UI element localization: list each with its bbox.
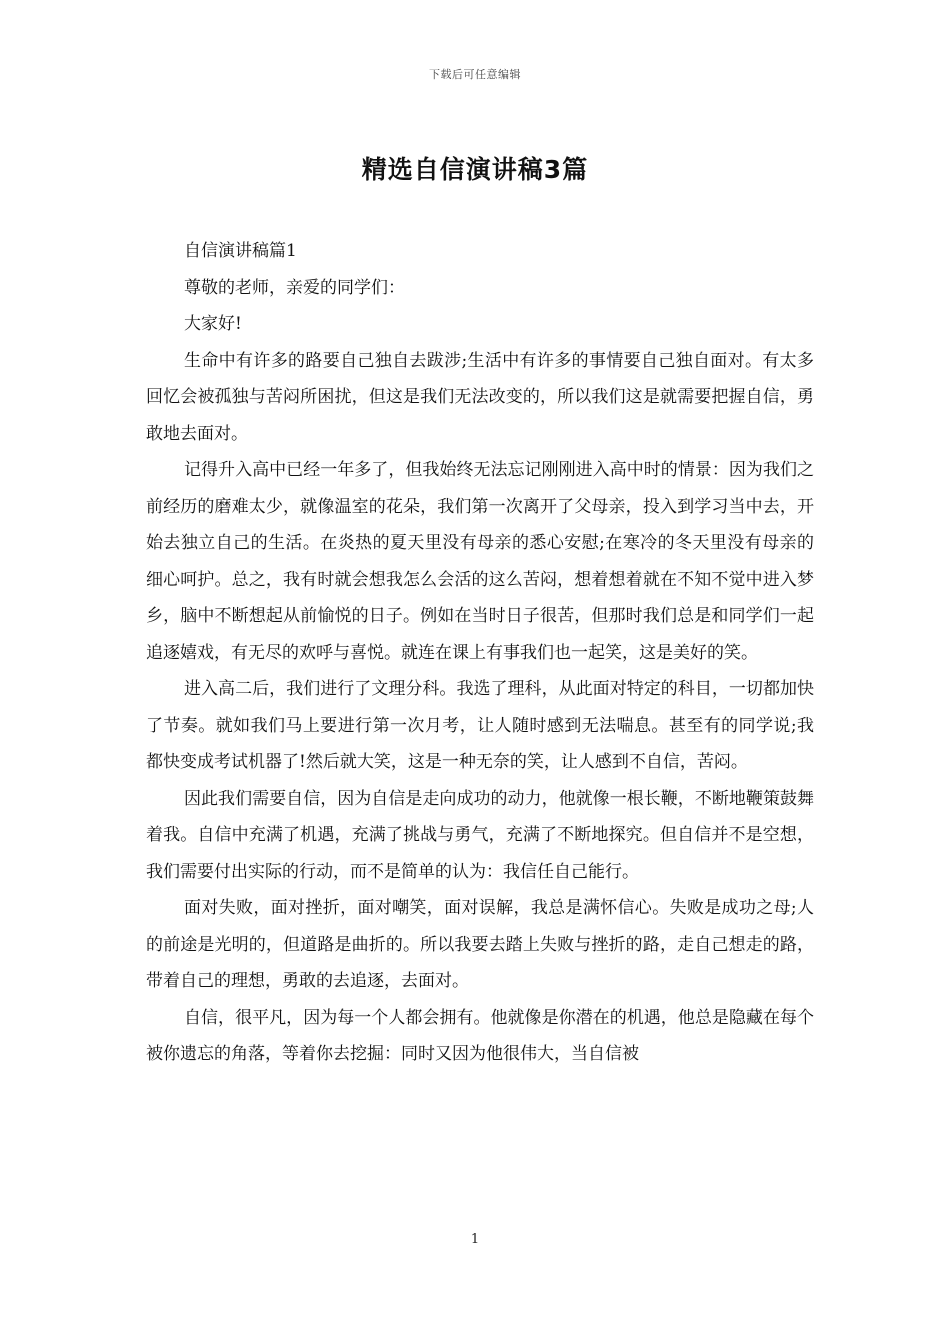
body-paragraph: 进入高二后，我们进行了文理分科。我选了理科，从此面对特定的科目，一切都加快了节奏。就如我们马上要进行第一次月考，让人随时感到无法喘息。甚至有的同学说;我都快变成考试机器了!然后就大笑，这是一种无奈的笑，让人感到不自信，苦闷。 [146,679,814,772]
document-title: 精选自信演讲稿3篇 [361,155,589,184]
page-number: 1 [470,1232,480,1247]
salutation: 尊敬的老师，亲爱的同学们： [184,277,405,298]
greeting: 大家好! [184,314,242,334]
body-paragraph: 因此我们需要自信，因为自信是走向成功的动力，他就像一根长鞭，不断地鞭策鼓舞着我。自信中充满了机遇，充满了挑战与勇气，充满了不断地探究。但自信并不是空想，我们需要付出实际的行动，而不是简单的认为：我信任自己能行。 [146,788,814,882]
body-paragraph: 面对失败，面对挫折，面对嘲笑，面对误解，我总是满怀信心。失败是成功之母;人的前途是光明的，但道路是曲折的。所以我要去踏上失败与挫折的路，走自己想走的路，带着自己的理想，勇敢的去追逐，去面对。 [146,898,814,991]
header-note: 下载后可任意编辑 [429,68,521,81]
document-body [146,233,814,1073]
body-paragraph: 自信，很平凡，因为每一个人都会拥有。他就像是你潜在的机遇，他总是隐藏在每个被你遗忘的角落，等着你去挖掘：同时又因为他很伟大，当自信被 [146,1007,814,1064]
section-heading: 自信演讲稿篇1 [184,241,297,261]
body-paragraph: 记得升入高中已经一年多了，但我始终无法忘记刚刚进入高中时的情景：因为我们之前经历的磨难太少，就像温室的花朵，我们第一次离开了父母亲，投入到学习当中去，开始去独立自己的生活。在炎热的夏天里没有母亲的悉心安慰;在寒冷的冬天里没有母亲的细心呵护。总之，我有时就会想我怎么会活的这么苦闷，想着想着就在不知不觉中进入梦乡，脑中不断想起从前愉悦的日子。例如在当时日子很苦，但那时我们总是和同学们一起追逐嬉戏，有无尽的欢呼与喜悦。就连在课上有事我们也一起笑，这是美好的笑。 [146,460,814,663]
body-paragraph: 生命中有许多的路要自己独自去跋涉;生活中有许多的事情要自己独自面对。有太多回忆会被孤独与苦闷所困扰，但这是我们无法改变的，所以我们这是就需要把握自信，勇敢地去面对。 [146,350,814,444]
